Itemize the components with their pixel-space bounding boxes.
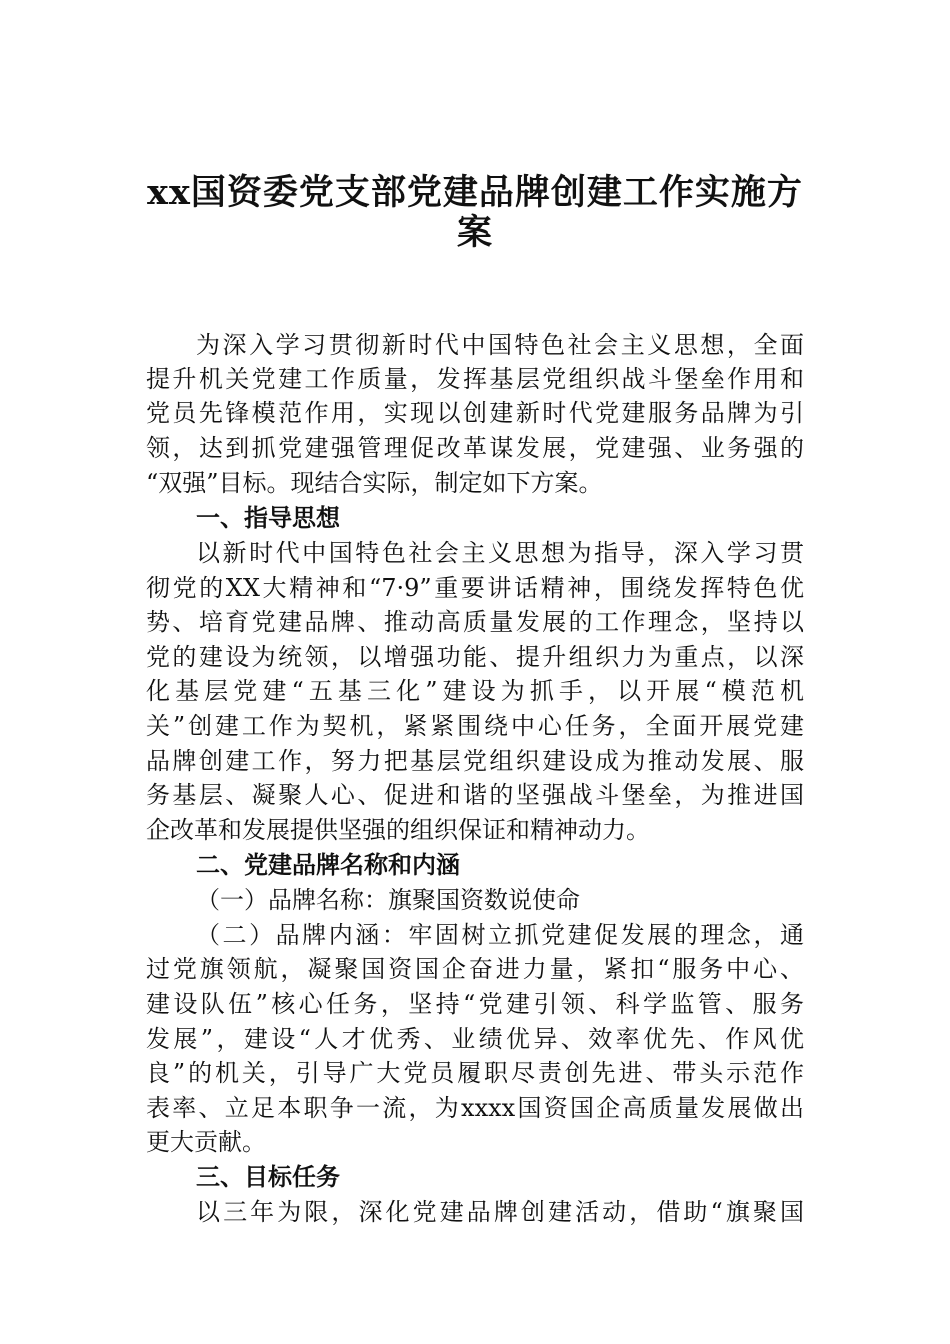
intro-line: 为深入学习贯彻新时代中国特色社会主义思想，全面	[196, 331, 804, 359]
section1-line: 务基层、凝聚人心、促进和谐的坚强战斗堡垒，为推进国	[146, 781, 804, 809]
intro-line: 提升机关党建工作质量，发挥基层党组织战斗堡垒作用和	[146, 365, 804, 393]
intro-line: “双强”目标。现结合实际，制定如下方案。	[146, 469, 603, 497]
section1-line: 势、培育党建品牌、推动高质量发展的工作理念，坚持以	[146, 608, 804, 636]
brand-connotation-line: 过党旗领航，凝聚国资国企奋进力量，紧扣“服务中心、	[146, 955, 804, 983]
brand-connotation-line: 表率、立足本职争一流，为xxxx国资国企高质量发展做出	[146, 1094, 804, 1122]
document-title-line-1: xx国资委党支部党建品牌创建工作实施方	[147, 172, 803, 213]
section1-line: 企改革和发展提供坚强的组织保证和精神动力。	[146, 816, 650, 844]
section1-line: 化基层党建“五基三化”建设为抓手，以开展“模范机	[146, 677, 804, 705]
section-heading-brand-name: 二、党建品牌名称和内涵	[196, 851, 460, 879]
brand-connotation-line: 建设队伍”核心任务，坚持“党建引领、科学监管、服务	[146, 990, 804, 1018]
section1-line: 党的建设为统领，以增强功能、提升组织力为重点，以深	[146, 643, 804, 671]
section1-line: 关”创建工作为契机，紧紧围绕中心任务，全面开展党建	[146, 712, 804, 740]
section1-line: 彻党的XX大精神和“7·9”重要讲话精神，围绕发挥特色优	[146, 574, 804, 602]
section-heading-goals: 三、目标任务	[196, 1163, 340, 1191]
intro-line: 领，达到抓党建强管理促改革谋发展，党建强、业务强的	[146, 434, 804, 462]
section1-line: 品牌创建工作，努力把基层党组织建设成为推动发展、服	[146, 747, 804, 775]
brand-connotation-line: 发展”，建设“人才优秀、业绩优异、效率优先、作风优	[146, 1025, 804, 1053]
brand-connotation-line: 更大贡献。	[146, 1128, 266, 1156]
intro-line: 党员先锋模范作用，实现以创建新时代党建服务品牌为引	[146, 399, 804, 427]
document-title-line-2: 案	[456, 212, 493, 253]
brand-connotation-line: （二）品牌内涵：牢固树立抓党建促发展的理念，通	[196, 921, 804, 949]
brand-name-item: （一）品牌名称：旗聚国资数说使命	[196, 886, 580, 914]
brand-connotation-line: 良”的机关，引导广大党员履职尽责创先进、带头示范作	[146, 1059, 804, 1087]
section-heading-guiding-ideology: 一、指导思想	[196, 504, 340, 532]
section1-line: 以新时代中国特色社会主义思想为指导，深入学习贯	[196, 539, 804, 567]
section3-line: 以三年为限，深化党建品牌创建活动，借助“旗聚国	[196, 1198, 804, 1226]
